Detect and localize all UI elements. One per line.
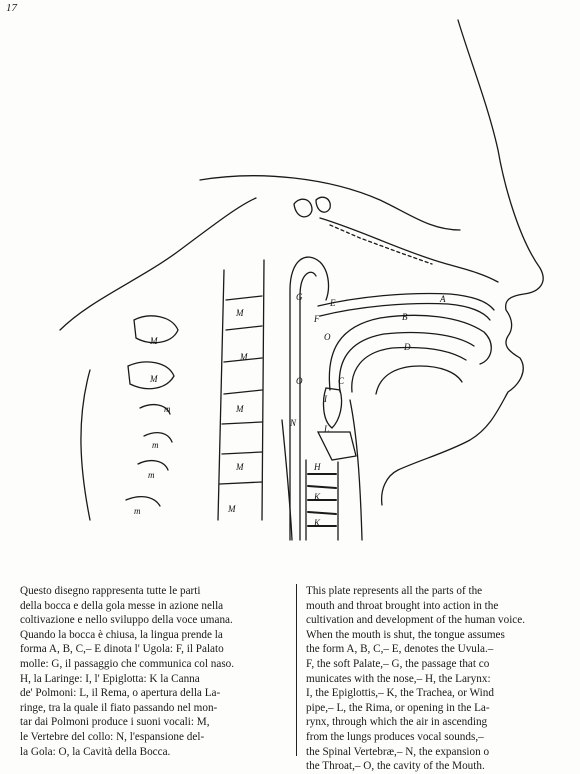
caption-english: [306, 584, 580, 774]
label-m3: m: [148, 470, 155, 480]
caption-line: When the mouth is shut, the tongue assumes: [306, 628, 505, 641]
caption-line: le Vertebre del collo: N, l'espansione del-: [20, 730, 205, 743]
caption-line: pipe,– L, the Rima, or opening in the La-: [306, 701, 490, 714]
column-divider: [296, 584, 297, 756]
caption-line: Quando la bocca è chiusa, la lingua prende la: [20, 628, 223, 641]
caption-line: mouth and throat brought into action in the: [306, 599, 499, 612]
page-number: 17: [6, 2, 17, 14]
label-M2: M: [240, 352, 248, 362]
label-G: G: [296, 292, 303, 302]
caption-line: H, la Laringe: I, l' Epiglotta: K la Canna: [20, 672, 200, 685]
label-L: L: [324, 424, 330, 434]
caption-italian: [20, 584, 288, 759]
label-M3: M: [236, 404, 244, 414]
label-M6: M: [150, 336, 158, 346]
label-K1: K: [314, 492, 321, 502]
caption-line: forma A, B, C,– E dinota l' Ugola: F, il Palato: [20, 643, 224, 656]
label-m1: m: [164, 404, 171, 414]
larynx: [318, 432, 356, 460]
caption-line: I, the Epiglottis,– K, the Trachea, or Wind: [306, 687, 494, 700]
caption-line: ringe, tra la quale il fiato passando nel mon-: [20, 701, 218, 714]
neck-back-outline: [60, 198, 256, 330]
label-m4: m: [134, 506, 141, 516]
caption-line: the Spinal Vertebræ,– N, the expansion o: [306, 745, 490, 758]
label-E: E: [330, 298, 336, 308]
label-A: A: [440, 294, 446, 304]
tongue: [329, 315, 491, 390]
label-B: B: [402, 312, 408, 322]
label-m2: m: [152, 440, 159, 450]
label-O-mouth: O: [324, 332, 331, 342]
caption-line: cultivation and development of the human voice.: [306, 614, 526, 627]
label-C: C: [338, 376, 345, 386]
caption-line: della bocca e della gola messe in azione nella: [20, 599, 224, 612]
caption-line: molle: G, il passaggio che communica col naso.: [20, 657, 235, 670]
caption-line: from the lungs produces vocal sounds,–: [306, 730, 484, 743]
caption-line: rynx, through which the air in ascending: [306, 716, 488, 729]
caption-line: coltivazione e nello sviluppo della voce umana.: [20, 614, 233, 627]
label-F: F: [314, 314, 320, 324]
label-N: N: [290, 418, 297, 428]
caption-line: de' Polmoni: L, il Rema, o apertura della La-: [20, 687, 221, 700]
label-M4: M: [236, 462, 244, 472]
caption-line: tar dai Polmoni produce i suoni vocali: M,: [20, 716, 210, 729]
caption-line: municates with the nose,– H, the Larynx:: [306, 672, 491, 685]
label-I: I: [324, 394, 327, 404]
label-H: H: [314, 462, 321, 472]
label-M5: M: [228, 504, 236, 514]
label-K2: K: [314, 518, 321, 528]
caption-line: F, the soft Palate,– G, the passage that co: [306, 657, 490, 670]
caption-line: the Throat,– O, the cavity of the Mouth.: [306, 760, 485, 773]
label-M1: M: [236, 308, 244, 318]
face-profile: [382, 20, 544, 505]
label-D: D: [404, 342, 411, 352]
caption-line: la Gola: O, la Cavità della Bocca.: [20, 745, 171, 758]
label-O-throat: O: [296, 376, 303, 386]
caption-line: the form A, B, C,– E, denotes the Uvula.–: [306, 643, 494, 656]
caption-line: Questo disegno rappresenta tutte le parti: [20, 585, 201, 597]
label-M7: M: [150, 374, 158, 384]
caption-line: This plate represents all the parts of the: [306, 585, 483, 597]
